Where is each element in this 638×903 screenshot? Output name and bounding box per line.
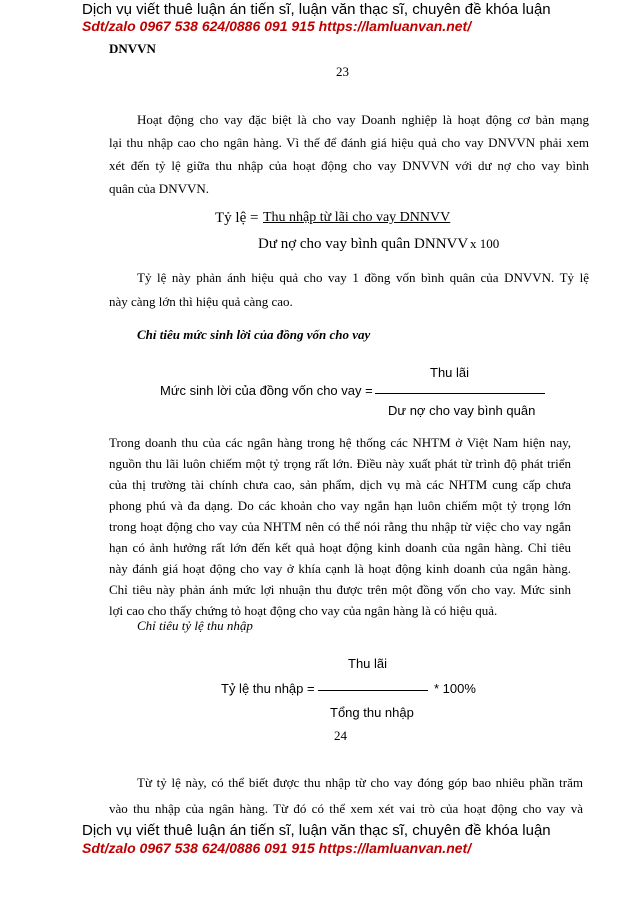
- formula2-denominator: Dư nợ cho vay bình quân: [388, 403, 536, 418]
- paragraph-interest-income: [109, 432, 571, 621]
- paragraph-income-contribution: [109, 770, 583, 822]
- text-line: xét đến tỷ lệ giữa thu nhập của hoạt động cho vay DNVVN với dư nợ cho vay bình: [109, 158, 589, 173]
- formula3-denominator: Tổng thu nhập: [330, 705, 414, 720]
- text-line: hạn có ảnh hưởng rất lớn đến kết quả hoạt động kinh doanh của ngân hàng. Chỉ tiêu: [109, 540, 571, 555]
- text-line: trong hoạt động cho vay của NHTM nên có thể nói rằng thu nhập từ việc cho vay ngắn: [109, 519, 571, 534]
- formula3-lhs: Tỷ lệ thu nhập =: [221, 681, 315, 696]
- formula1-numerator: Thu nhập từ lãi cho vay DNNVV: [263, 210, 451, 225]
- text-line: Chỉ tiêu này phản ánh mức lợi nhuận thu được trên một đồng vốn cho vay. Mức sinh: [109, 582, 571, 597]
- formula1-multiplier: x 100: [470, 236, 500, 251]
- text-line: Từ tỷ lệ này, có thể biết được thu nhập từ cho vay đóng góp bao nhiêu phần trăm: [137, 775, 583, 790]
- text-line: quân của DNVVN.: [109, 181, 210, 196]
- page-number-bottom: 24: [334, 728, 347, 743]
- text-line: phong phú và đa dạng. Do các khoản cho vay ngắn hạn luôn chiếm một tỷ trọng lớn: [109, 498, 571, 513]
- text-line: này đánh giá hoạt động cho vay ở khía cạnh là hoạt động kinh doanh của ngân hàng.: [109, 561, 571, 576]
- text-line: lợi cao cho thấy chứng tỏ hoạt động cho vay của ngân hàng là có hiệu quả.: [109, 603, 498, 618]
- text-line: Tỷ lệ này phản ánh hiệu quả cho vay 1 đồng vốn bình quân của DNVVN. Tỷ lệ: [137, 270, 589, 285]
- top-fragment: DNVVN: [109, 41, 156, 56]
- text-line: lại thu nhập cao cho ngân hàng. Vì thế để đánh giá hiệu quả cho vay DNVVN phải xem: [109, 135, 589, 150]
- formula3-fraction-bar: [318, 690, 428, 691]
- header-banner-contact[interactable]: Sdt/zalo 0967 538 624/0886 091 915 https://lamluanvan.net/: [82, 18, 472, 34]
- text-line: Trong doanh thu của các ngân hàng trong hệ thống các NHTM ở Việt Nam hiện nay,: [109, 435, 571, 450]
- footer-banner-title: Dịch vụ viết thuê luận án tiến sĩ, luận văn thạc sĩ, chuyên đề khóa luận: [82, 822, 551, 839]
- formula1-lhs: Tỷ lệ =: [215, 210, 259, 226]
- text-line: vào thu nhập của ngân hàng. Từ đó có thể xem xét vai trò của hoạt động cho vay và: [109, 801, 583, 816]
- text-line: này càng lớn thì hiệu quả càng cao.: [109, 294, 293, 309]
- formula1-denominator: Dư nợ cho vay bình quân DNNVV: [258, 236, 469, 252]
- formula3-numerator: Thu lãi: [348, 656, 388, 671]
- text-line: Hoạt động cho vay đặc biệt là cho vay Doanh nghiệp là hoạt động cơ bản mạng: [137, 112, 589, 127]
- formula2-lhs: Mức sinh lời của đồng vốn cho vay =: [160, 383, 373, 398]
- formula2-fraction-bar: [375, 393, 545, 394]
- text-line: nguồn thu lãi luôn chiếm một tỷ trọng rất lớn. Điều này xuất phát từ trình độ phát triển: [109, 456, 571, 471]
- page-number-top: 23: [336, 64, 349, 79]
- paragraph-ratio-meaning: [109, 266, 589, 314]
- text-line: của thị trường tài chính chưa cao, sản phẩm, dịch vụ mà các NHTM cung cấp chưa: [109, 477, 571, 492]
- heading-income-ratio: Chỉ tiêu tỷ lệ thu nhập: [137, 618, 253, 633]
- formula3-multiplier: * 100%: [434, 681, 476, 696]
- header-banner-title: Dịch vụ viết thuê luận án tiến sĩ, luận văn thạc sĩ, chuyên đề khóa luận: [82, 1, 551, 18]
- heading-profitability: Chỉ tiêu mức sinh lời của đồng vốn cho vay: [137, 327, 371, 342]
- footer-banner-contact[interactable]: Sdt/zalo 0967 538 624/0886 091 915 https://lamluanvan.net/: [82, 840, 472, 856]
- formula2-numerator: Thu lãi: [430, 365, 470, 380]
- paragraph-intro: [109, 108, 589, 200]
